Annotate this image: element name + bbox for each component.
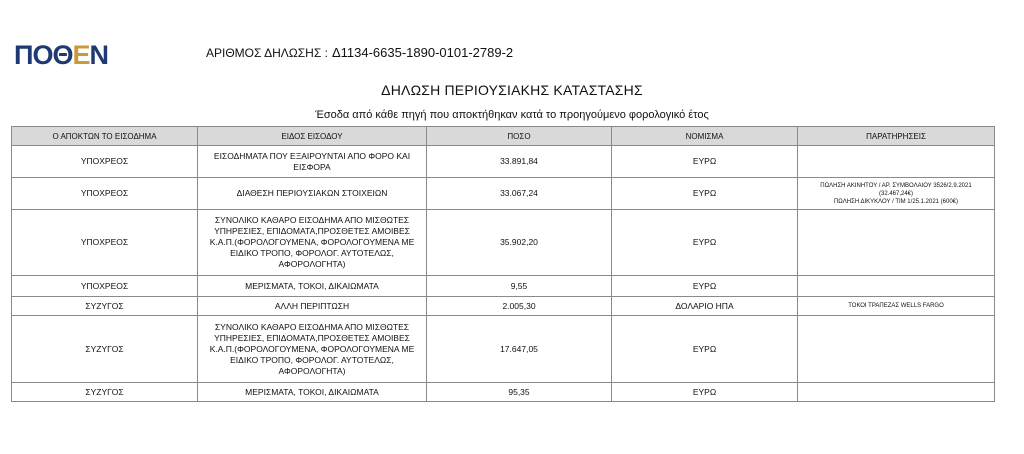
cell-currency: ΕΥΡΩ — [612, 146, 798, 178]
cell-income-type: ΣΥΝΟΛΙΚΟ ΚΑΘΑΡΟ ΕΙΣΟΔΗΜΑ ΑΠΟ ΜΙΣΘΩΤΕΣ ΥΠΗΡΕΣΙΕΣ, ΕΠΙΔΟΜΑΤΑ,ΠΡΟΣΘΕΤΕΣ ΑΜΟΙΒΕΣ Κ.Α.Π.(ΦΟΡΟΛΟΓΟΥΜΕΝΑ, ΦΟΡΟΛΟΓΟΥΜΕΝΑ ΜΕ ΕΙΔΙΚΟ ΤΡΟΠΟ, ΦΟΡΟΛΟΓ. ΑΥΤΟΤΕΛΩΣ, ΑΦΟΡΟΛΟΓΗΤΑ) — [198, 210, 427, 276]
cell-notes — [798, 316, 995, 383]
cell-currency: ΔΟΛΑΡΙΟ ΗΠΑ — [612, 297, 798, 316]
table-row — [12, 210, 995, 276]
logo-text-end: Ν — [89, 40, 109, 70]
cell-notes — [798, 210, 995, 276]
table-header-row — [12, 127, 995, 146]
cell-currency: ΕΥΡΩ — [612, 210, 798, 276]
cell-notes — [798, 146, 995, 178]
cell-notes — [798, 276, 995, 297]
document-title: ΔΗΛΩΣΗ ΠΕΡΙΟΥΣΙΑΚΗΣ ΚΑΤΑΣΤΑΣΗΣ — [381, 82, 643, 98]
cell-currency: ΕΥΡΩ — [612, 383, 798, 402]
table-row — [12, 297, 995, 316]
cell-amount: 9,55 — [427, 276, 612, 297]
table-row — [12, 316, 995, 383]
cell-recipient: ΣΥΖΥΓΟΣ — [12, 297, 198, 316]
pothen-logo — [14, 40, 108, 71]
cell-recipient: ΥΠΟΧΡΕΟΣ — [12, 276, 198, 297]
cell-amount: 17.647,05 — [427, 316, 612, 383]
note-line: (32.467,24€) — [878, 190, 914, 197]
cell-notes: ΤΟΚΟΙ ΤΡΑΠΕΖΑΣ WELLS FARGO — [798, 297, 995, 316]
cell-recipient: ΣΥΖΥΓΟΣ — [12, 383, 198, 402]
cell-currency: ΕΥΡΩ — [612, 178, 798, 210]
note-line: ΠΩΛΗΣΗ ΑΚΙΝΗΤΟΥ / ΑΡ. ΣΥΜΒΟΛΑΙΟΥ 3526/2.9.2021 — [820, 182, 972, 189]
cell-income-type: ΣΥΝΟΛΙΚΟ ΚΑΘΑΡΟ ΕΙΣΟΔΗΜΑ ΑΠΟ ΜΙΣΘΩΤΕΣ ΥΠΗΡΕΣΙΕΣ, ΕΠΙΔΟΜΑΤΑ,ΠΡΟΣΘΕΤΕΣ ΑΜΟΙΒΕΣ Κ.Α.Π.(ΦΟΡΟΛΟΓΟΥΜΕΝΑ, ΦΟΡΟΛΟΓΟΥΜΕΝΑ ΜΕ ΕΙΔΙΚΟ ΤΡΟΠΟ, ΦΟΡΟΛΟΓ. ΑΥΤΟΤΕΛΩΣ, ΑΦΟΡΟΛΟΓΗΤΑ) — [198, 316, 427, 383]
column-header-income-type: ΕΙΔΟΣ ΕΙΣΟΔΟΥ — [198, 127, 427, 146]
cell-notes — [798, 178, 995, 210]
logo-text-accent: Ε — [72, 40, 90, 70]
table-row — [12, 146, 995, 178]
cell-income-type: ΑΛΛΗ ΠΕΡΙΠΤΩΣΗ — [198, 297, 427, 316]
cell-amount: 33.067,24 — [427, 178, 612, 210]
table-row — [12, 383, 995, 402]
logo-text-start: ΠΟΘ — [14, 40, 73, 70]
declaration-number-value: Δ1134-6635-1890-0101-2789-2 — [331, 45, 514, 60]
cell-recipient: ΥΠΟΧΡΕΟΣ — [12, 178, 198, 210]
cell-income-type: ΜΕΡΙΣΜΑΤΑ, ΤΟΚΟΙ, ΔΙΚΑΙΩΜΑΤΑ — [198, 383, 427, 402]
cell-recipient: ΥΠΟΧΡΕΟΣ — [12, 146, 198, 178]
cell-amount: 35.902,20 — [427, 210, 612, 276]
column-header-recipient: Ο ΑΠΟΚΤΩΝ ΤΟ ΕΙΣΟΔΗΜΑ — [12, 127, 198, 146]
cell-amount: 2.005,30 — [427, 297, 612, 316]
cell-income-type: ΜΕΡΙΣΜΑΤΑ, ΤΟΚΟΙ, ΔΙΚΑΙΩΜΑΤΑ — [198, 276, 427, 297]
note-line: ΠΩΛΗΣΗ ΔΙΚΥΚΛΟΥ / ΤΙΜ 1/25.1.2021 (600€) — [833, 198, 959, 205]
cell-recipient: ΣΥΖΥΓΟΣ — [12, 316, 198, 383]
table-row — [12, 178, 995, 210]
cell-income-type: ΕΙΣΟΔΗΜΑΤΑ ΠΟΥ ΕΞΑΙΡΟΥΝΤΑΙ ΑΠΟ ΦΟΡΟ ΚΑΙ ΕΙΣΦΟΡΑ — [198, 146, 427, 178]
cell-recipient: ΥΠΟΧΡΕΟΣ — [12, 210, 198, 276]
column-header-amount: ΠΟΣΟ — [427, 127, 612, 146]
declaration-number-label: ΑΡΙΘΜΟΣ ΔΗΛΩΣΗΣ : — [206, 46, 328, 60]
income-table — [11, 126, 995, 402]
cell-notes — [798, 383, 995, 402]
column-header-notes: ΠΑΡΑΤΗΡΗΣΕΙΣ — [798, 127, 995, 146]
column-header-currency: ΝΟΜΙΣΜΑ — [612, 127, 798, 146]
cell-currency: ΕΥΡΩ — [612, 276, 798, 297]
document-subtitle: Έσοδα από κάθε πηγή που αποκτήθηκαν κατά το προηγούμενο φορολογικό έτος — [315, 109, 709, 121]
cell-amount: 33.891,84 — [427, 146, 612, 178]
cell-amount: 95,35 — [427, 383, 612, 402]
cell-currency: ΕΥΡΩ — [612, 316, 798, 383]
table-row — [12, 276, 995, 297]
cell-income-type: ΔΙΑΘΕΣΗ ΠΕΡΙΟΥΣΙΑΚΩΝ ΣΤΟΙΧΕΙΩΝ — [198, 178, 427, 210]
declaration-number — [206, 45, 513, 60]
